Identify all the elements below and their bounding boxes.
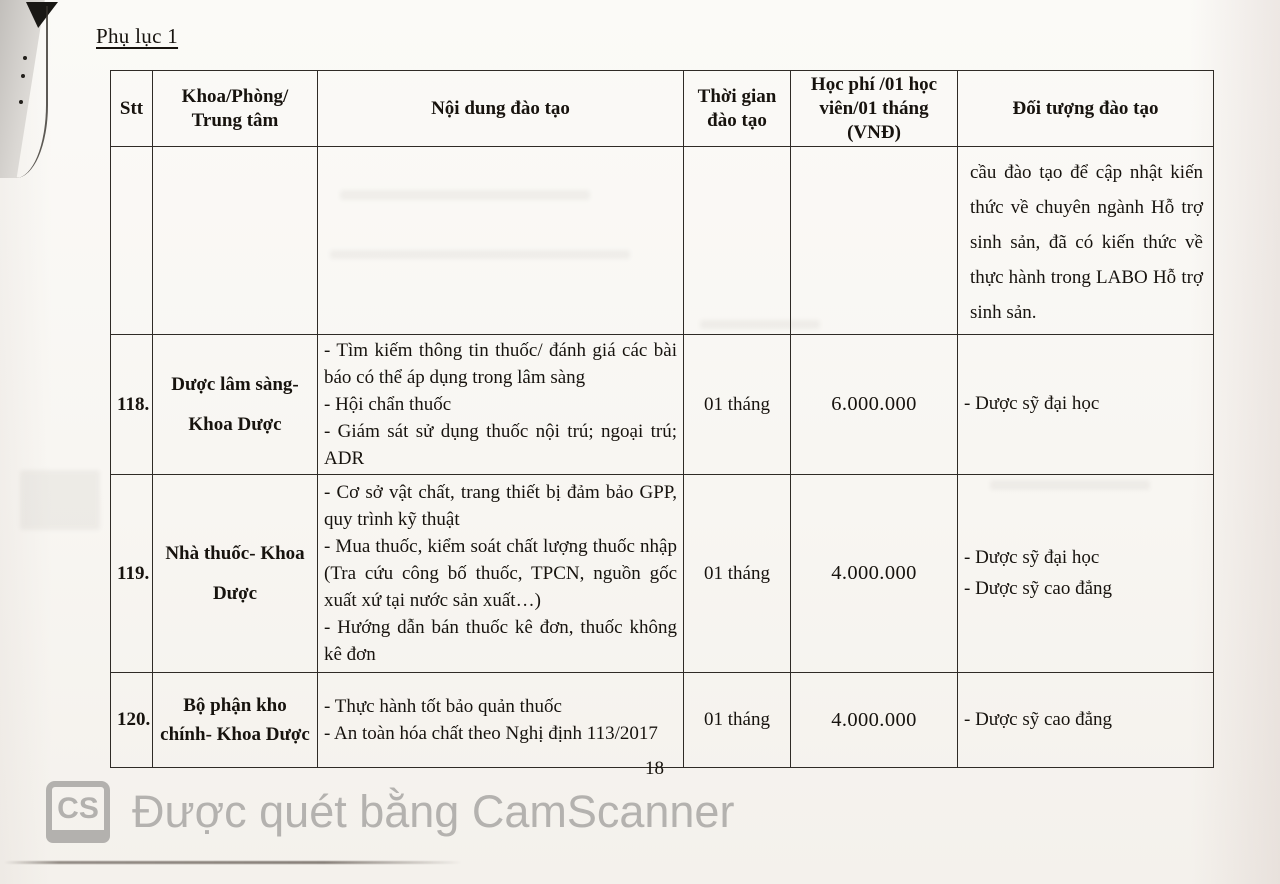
cell-khoa: Bộ phận kho chính- Khoa Dược (153, 673, 318, 768)
doituong-item: - Dược sỹ cao đẳng (964, 578, 1113, 600)
scan-dot (21, 74, 25, 78)
cell-noidung (318, 335, 684, 475)
noidung-item: - Tìm kiếm thông tin thuốc/ đánh giá các bài báo có thể áp dụng trong lâm sàng (324, 340, 677, 389)
camscanner-logo-text: CS (57, 792, 99, 825)
noidung-item: - An toàn hóa chất theo Nghị định 113/2017 (324, 723, 658, 745)
cell-thoigian (684, 147, 791, 335)
camscanner-logo-base (46, 830, 110, 843)
cell-khoa: Dược lâm sàng- Khoa Dược (153, 335, 318, 475)
noidung-item: - Hướng dẫn bán thuốc kê đơn, thuốc không kê đơn (324, 617, 677, 666)
camscanner-watermark-text: Được quét bằng CamScanner (132, 786, 735, 837)
doituong-item: - Dược sỹ đại học (964, 546, 1100, 568)
camscanner-watermark (46, 781, 734, 843)
header-thoi-gian: Thời gian đào tạo (684, 71, 791, 147)
header-stt: Stt (111, 71, 153, 147)
page-curl-edge-line (16, 6, 48, 178)
cell-doituong (958, 147, 1214, 335)
noidung-item: - Mua thuốc, kiểm soát chất lượng thuốc nhập (Tra cứu công bố thuốc, TPCN, nguồn gốc xuất xứ tại nước sản xuất…) (324, 536, 677, 612)
table-row-120 (111, 673, 1214, 768)
cell-hocphi: 4.000.000 (791, 673, 958, 768)
cell-noidung (318, 475, 684, 673)
header-noi-dung: Nội dung đào tạo (318, 71, 684, 147)
page-curl-tip (26, 2, 58, 28)
doituong-text: cầu đào tạo để cập nhật kiến thức về chuyên ngành Hỗ trợ sinh sản, đã có kiến thức về thực hành trong LABO Hỗ trợ sinh sản. (970, 162, 1203, 324)
cell-khoa (153, 147, 318, 335)
cell-stt: 119. (111, 475, 153, 673)
noidung-item: - Cơ sở vật chất, trang thiết bị đảm bảo GPP, quy trình kỹ thuật (324, 482, 677, 531)
cell-doituong (958, 335, 1214, 475)
cell-stt: 118. (111, 335, 153, 475)
cell-hocphi: 4.000.000 (791, 475, 958, 673)
page-curl-shade (0, 0, 64, 178)
scan-dot (23, 56, 27, 60)
cell-thoigian: 01 tháng (684, 673, 791, 768)
cell-stt (111, 147, 153, 335)
page-number: 18 (645, 758, 664, 779)
table-row-119 (111, 475, 1214, 673)
camscanner-logo-icon (46, 781, 110, 843)
appendix-title: Phụ lục 1 (96, 24, 179, 48)
header-khoa-phong: Khoa/Phòng/ Trung tâm (153, 71, 318, 147)
scan-dot (19, 100, 23, 104)
header-doi-tuong: Đối tượng đào tạo (958, 71, 1214, 147)
cell-khoa: Nhà thuốc- Khoa Dược (153, 475, 318, 673)
cell-thoigian: 01 tháng (684, 475, 791, 673)
cell-doituong (958, 475, 1214, 673)
noidung-item: - Giám sát sử dụng thuốc nội trú; ngoại trú; ADR (324, 421, 677, 470)
scan-artifact (20, 470, 100, 530)
table-header-row (111, 71, 1214, 147)
cell-thoigian: 01 tháng (684, 335, 791, 475)
doituong-item: - Dược sỹ cao đẳng (964, 708, 1113, 730)
cell-hocphi: 6.000.000 (791, 335, 958, 475)
page-curl-artifact (0, 0, 90, 190)
header-hoc-phi: Học phí /01 học viên/01 tháng (VNĐ) (791, 71, 958, 147)
cell-doituong (958, 673, 1214, 768)
training-courses-table (110, 70, 1214, 768)
cell-noidung (318, 673, 684, 768)
table-row-118 (111, 335, 1214, 475)
cell-stt: 120. (111, 673, 153, 768)
scan-edge-line (4, 861, 462, 864)
noidung-item: - Hội chẩn thuốc (324, 394, 452, 416)
doituong-item: - Dược sỹ đại học (964, 393, 1100, 415)
cell-hocphi (791, 147, 958, 335)
table-row-continuation (111, 147, 1214, 335)
cell-noidung (318, 147, 684, 335)
noidung-item: - Thực hành tốt bảo quản thuốc (324, 696, 562, 718)
